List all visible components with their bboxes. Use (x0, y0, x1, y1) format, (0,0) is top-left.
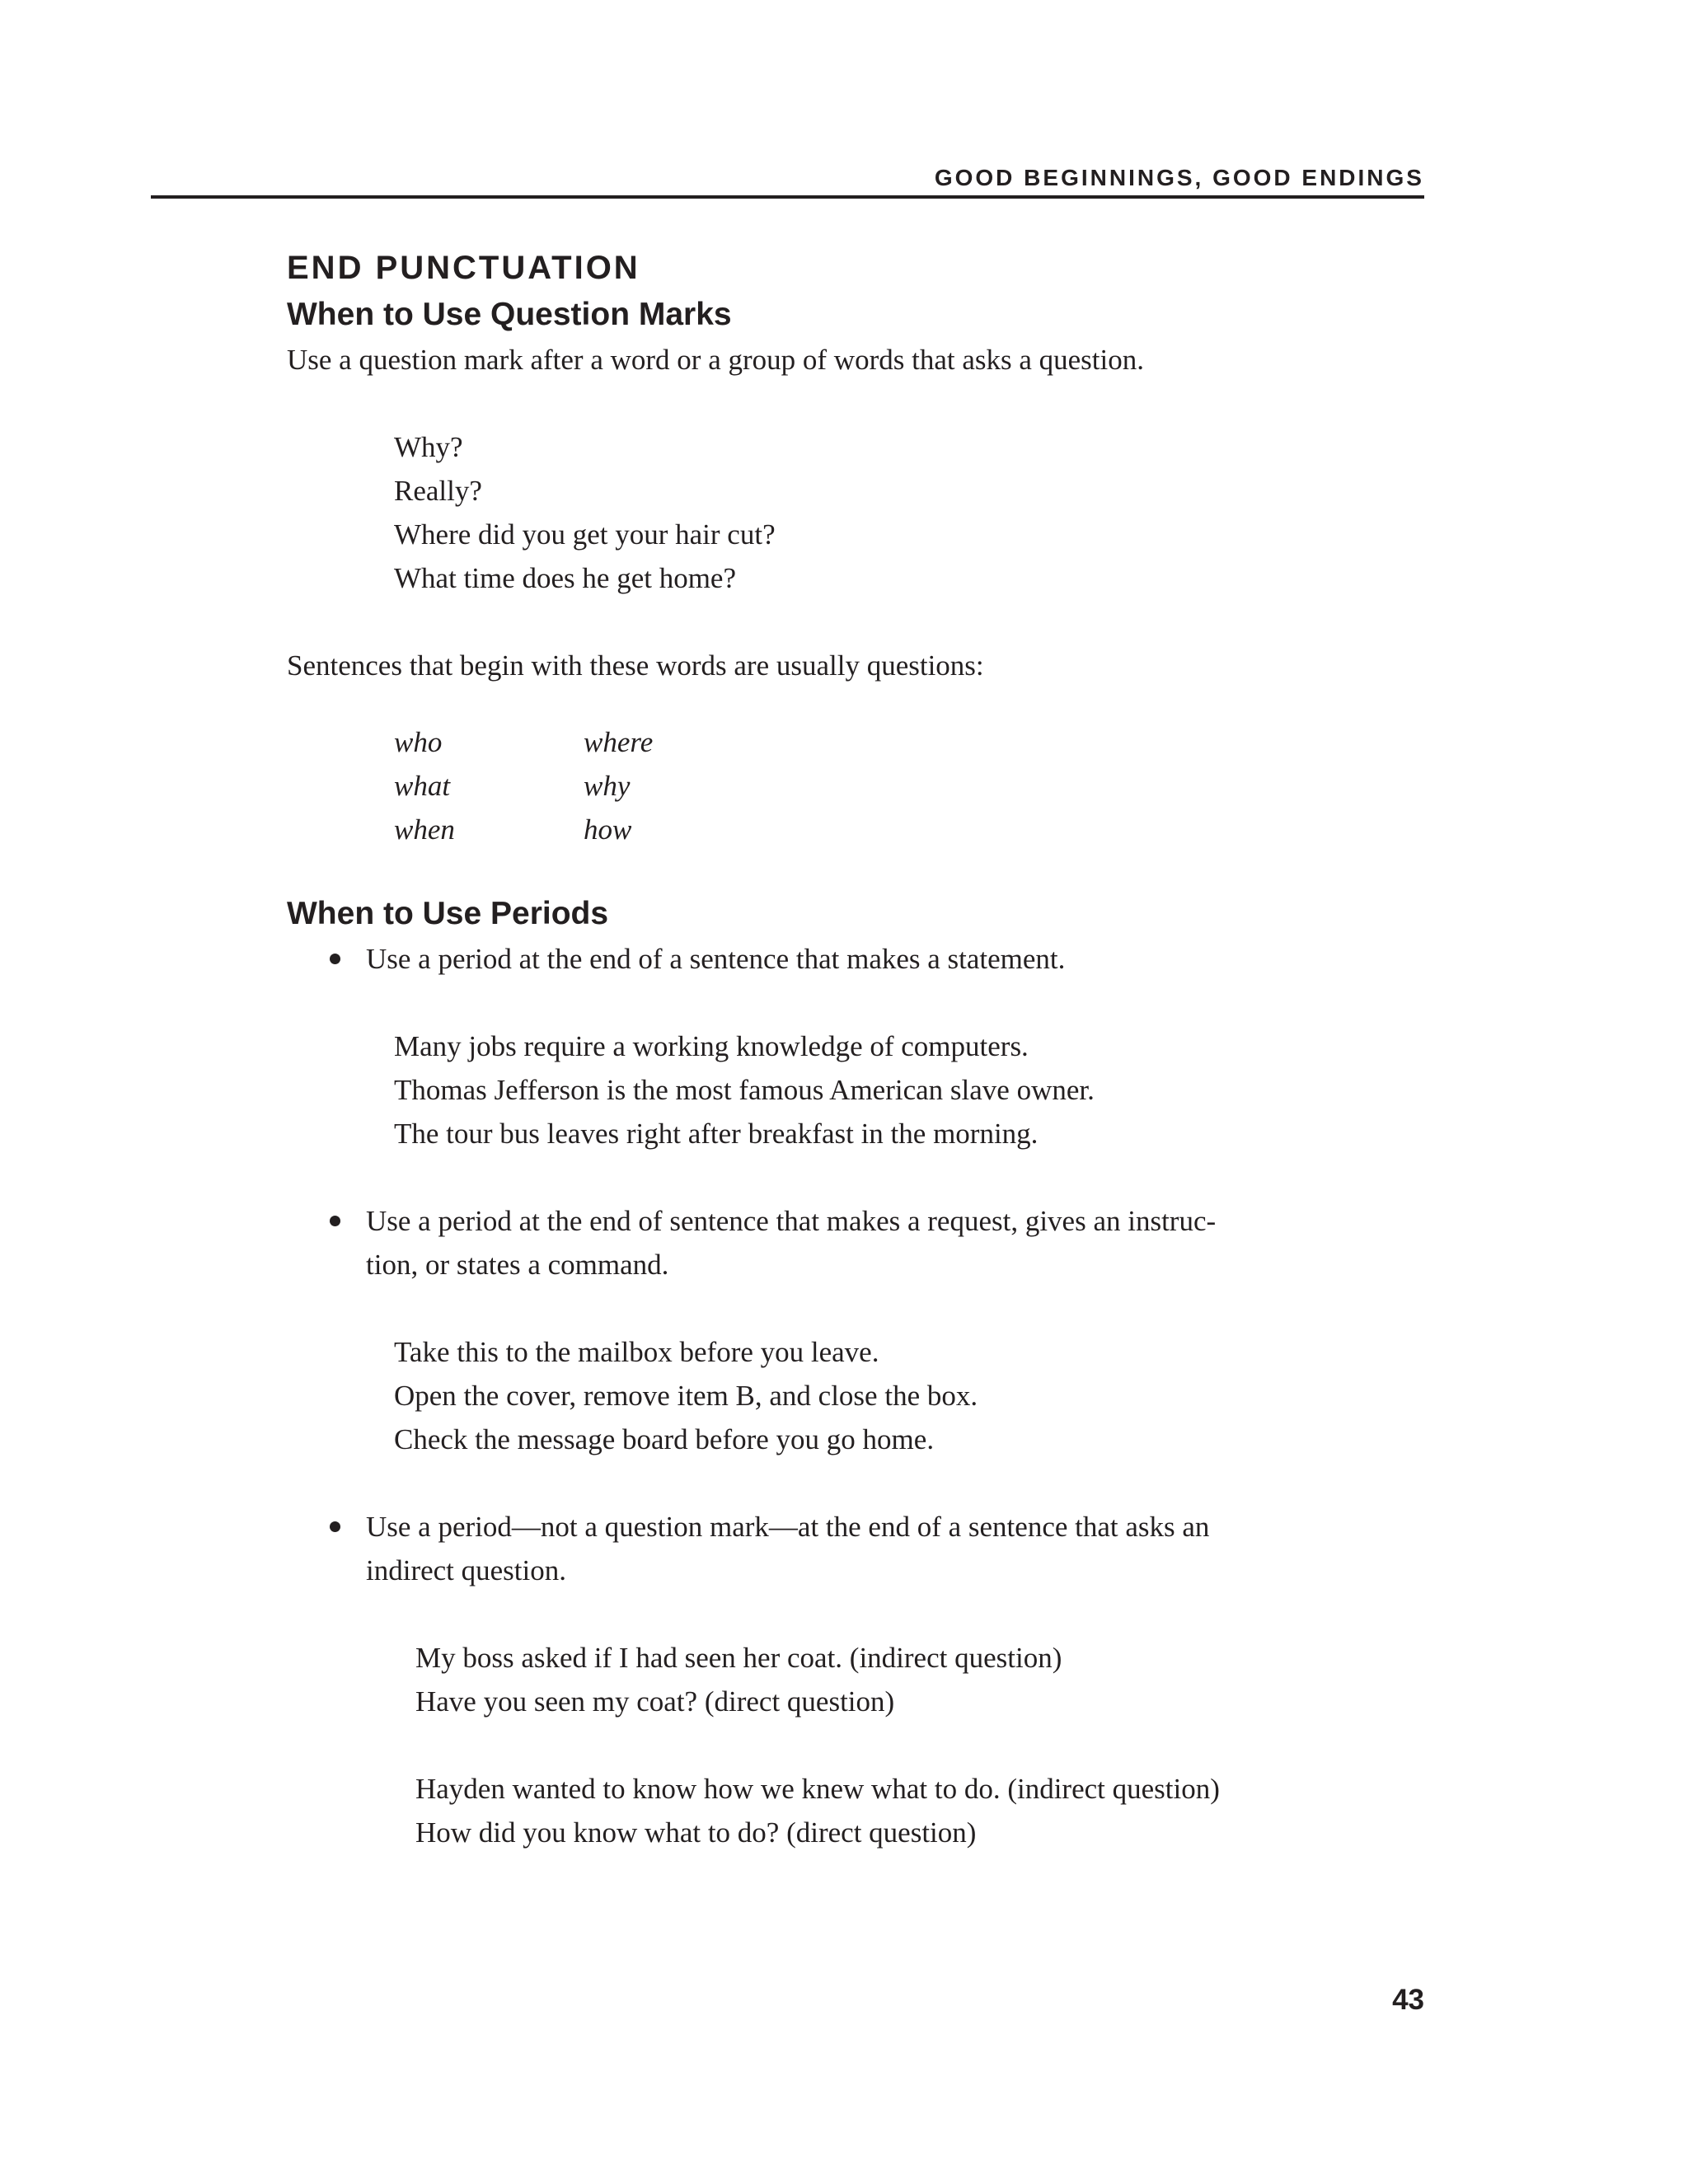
example-line: Where did you get your hair cut? (394, 518, 776, 551)
command-examples (394, 1330, 1309, 1461)
question-word: what (394, 770, 451, 802)
question-word: who (394, 726, 443, 758)
example-line: The tour bus leaves right after breakfast in the morning. (394, 1118, 1039, 1150)
example-line: How did you know what to do? (direct question) (415, 1816, 977, 1849)
example-line: Really? (394, 475, 482, 507)
bullet-text-line: tion, or states a command. (366, 1249, 669, 1281)
question-words-grid (394, 720, 1309, 851)
example-line: Why? (394, 431, 463, 463)
example-line: Many jobs require a working knowledge of computers. (394, 1030, 1029, 1062)
subhead-question-marks: When to Use Question Marks (287, 297, 732, 332)
example-line: Open the cover, remove item B, and close the box. (394, 1380, 978, 1412)
bullet-text-line: Use a period at the end of sentence that makes a request, gives an instruc- (366, 1205, 1217, 1237)
example-line: What time does he get home? (394, 562, 736, 594)
header-rule (151, 195, 1424, 199)
bullet-dot-icon (330, 954, 340, 964)
example-gap (415, 1723, 1309, 1767)
bullet-item (287, 1505, 1309, 1592)
bullet-text-line: Use a period—not a question mark—at the end of a sentence that asks an (366, 1511, 1210, 1543)
example-line: Hayden wanted to know how we knew what to do. (indirect question) (415, 1773, 1220, 1805)
question-word: how (584, 813, 632, 846)
bullet-dot-icon (330, 1521, 340, 1532)
bullet-item (287, 937, 1309, 981)
example-line: My boss asked if I had seen her coat. (indirect question) (415, 1642, 1062, 1674)
example-line: Check the message board before you go home. (394, 1423, 935, 1455)
question-examples (394, 425, 1309, 600)
question-word: why (584, 770, 631, 802)
statement-examples (394, 1024, 1309, 1155)
bullet-text: Use a period at the end of a sentence that makes a statement. (366, 943, 1066, 975)
example-line: Have you seen my coat? (direct question) (415, 1685, 895, 1718)
bullet-item (287, 1199, 1309, 1286)
subhead-periods: When to Use Periods (287, 896, 609, 931)
example-line: Thomas Jefferson is the most famous American slave owner. (394, 1074, 1095, 1106)
question-words-intro: Sentences that begin with these words are usually questions: (287, 649, 984, 682)
bullet-text-line: indirect question. (366, 1554, 567, 1586)
bullet-dot-icon (330, 1216, 340, 1226)
running-head: GOOD BEGINNINGS, GOOD ENDINGS (934, 165, 1424, 190)
question-marks-intro: Use a question mark after a word or a group of words that asks a question. (287, 344, 1145, 376)
indirect-question-examples (415, 1636, 1309, 1854)
section-title: END PUNCTUATION (287, 250, 640, 286)
question-word: where (584, 726, 654, 758)
example-line: Take this to the mailbox before you leave. (394, 1336, 879, 1368)
page-content (287, 244, 1309, 1898)
question-word: when (394, 813, 455, 846)
page-number: 43 (1392, 1984, 1424, 2016)
